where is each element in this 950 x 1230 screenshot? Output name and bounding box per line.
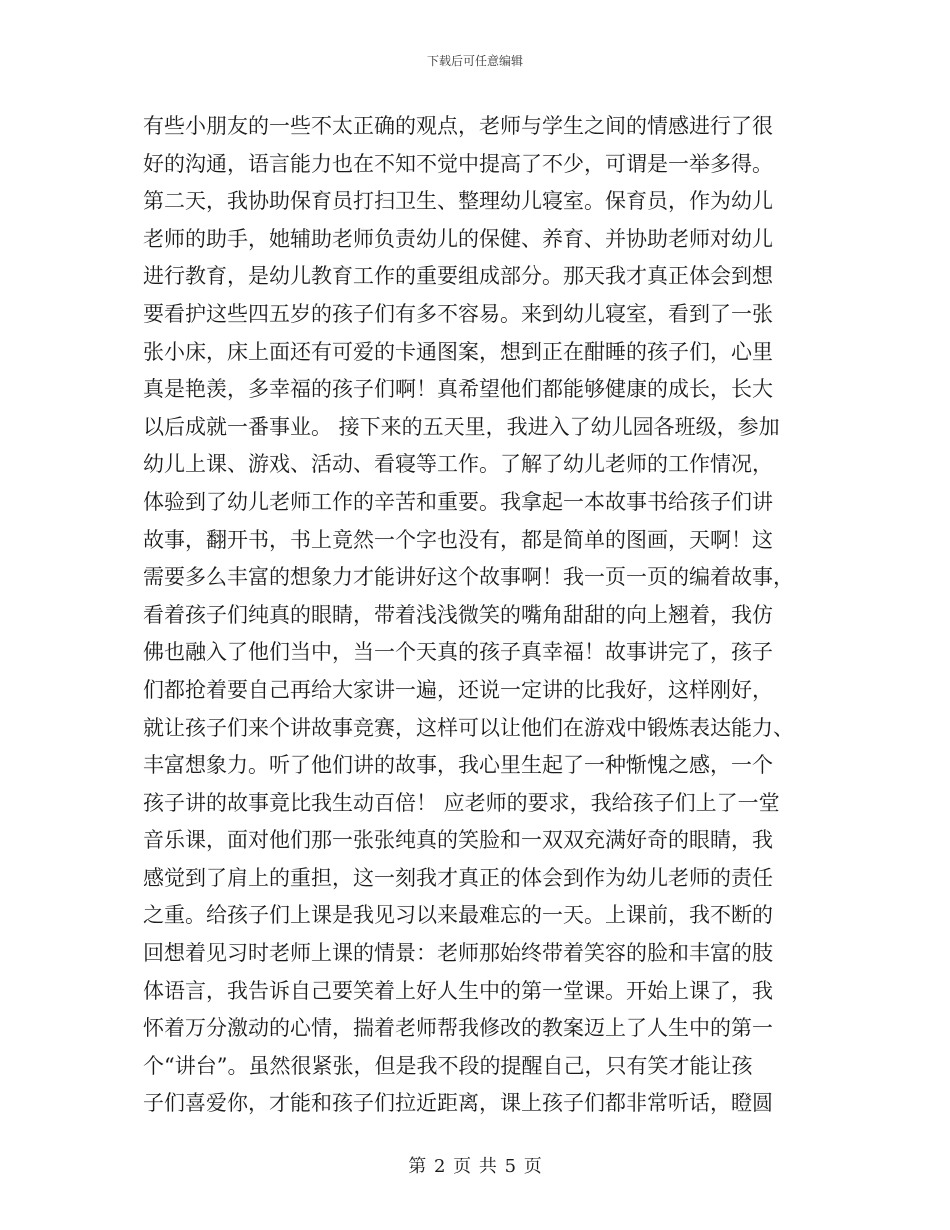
text-line: 孩子讲的故事竟比我生动百倍！ 应老师的要求，我给孩子们上了一堂 (143, 790, 780, 815)
text-line: 怀着万分激动的心情，揣着老师帮我修改的教案迈上了人生中的第一 (143, 1016, 773, 1041)
text-line: 感觉到了肩上的重担，这一刻我才真正的体会到作为幼儿老师的责任 (143, 865, 773, 890)
text-line: 故事，翻开书，书上竟然一个字也没有，都是简单的图画，天啊！这 (143, 527, 773, 552)
text-line: 音乐课，面对他们那一张张纯真的笑脸和一双双充满好奇的眼睛，我 (143, 828, 773, 853)
text-line: 就让孩子们来个讲故事竞赛，这样可以让他们在游戏中锻炼表达能力、 (143, 715, 794, 740)
text-line: 老师的助手，她辅助老师负责幼儿的保健、养育、并协助老师对幼儿 (143, 226, 773, 251)
text-line: 要看护这些四五岁的孩子们有多不容易。来到幼儿寝室，看到了一张 (143, 301, 773, 326)
text-line: 好的沟通，语言能力也在不知不觉中提高了不少，可谓是一举多得。 (143, 151, 773, 176)
text-line: 个“讲台”。虽然很紧张，但是我不段的提醒自己，只有笑才能让孩 (143, 1053, 753, 1078)
page-header: 下载后可任意编辑 (426, 54, 523, 68)
document-body (143, 108, 815, 1123)
text-line: 真是艳羡，多幸福的孩子们啊！真希望他们都能够健康的成长，长大 (143, 377, 773, 402)
text-line: 回想着见习时老师上课的情景：老师那始终带着笑容的脸和丰富的肢 (143, 941, 773, 966)
text-line: 有些小朋友的一些不太正确的观点，老师与学生之间的情感进行了很 (143, 114, 773, 138)
text-line: 之重。给孩子们上课是我见习以来最难忘的一天。上课前，我不断的 (143, 903, 773, 928)
text-line: 佛也融入了他们当中，当一个天真的孩子真幸福！故事讲完了，孩子 (143, 640, 773, 665)
text-line: 以后成就一番事业。 接下来的五天里，我进入了幼儿园各班级，参加 (143, 414, 780, 439)
text-line: 张小床，床上面还有可爱的卡通图案，想到正在酣睡的孩子们，心里 (143, 339, 773, 364)
text-line: 丰富想象力。听了他们讲的故事，我心里生起了一种惭愧之感，一个 (143, 753, 773, 778)
text-line: 子们喜爱你，才能和孩子们拉近距离，课上孩子们都非常听话，瞪圆 (143, 1091, 773, 1116)
text-line: 第二天，我协助保育员打扫卫生、整理幼儿寝室。保育员，作为幼儿 (143, 189, 773, 214)
text-line: 进行教育，是幼儿教育工作的重要组成部分。那天我才真正体会到想 (143, 264, 773, 289)
text-line: 们都抢着要自己再给大家讲一遍，还说一定讲的比我好，这样刚好， (143, 677, 773, 702)
text-line: 体语言，我告诉自己要笑着上好人生中的第一堂课。开始上课了，我 (143, 978, 773, 1003)
text-line: 体验到了幼儿老师工作的辛苦和重要。我拿起一本故事书给孩子们讲 (143, 489, 773, 514)
text-line: 幼儿上课、游戏、活动、看寝等工作。了解了幼儿老师的工作情况， (143, 452, 773, 477)
page-number: 第 2 页 共 5 页 (408, 1156, 542, 1177)
text-line: 看着孩子们纯真的眼睛，带着浅浅微笑的嘴角甜甜的向上翘着，我仿 (143, 602, 773, 627)
text-line: 需要多么丰富的想象力才能讲好这个故事啊！我一页一页的编着故事， (143, 565, 794, 590)
